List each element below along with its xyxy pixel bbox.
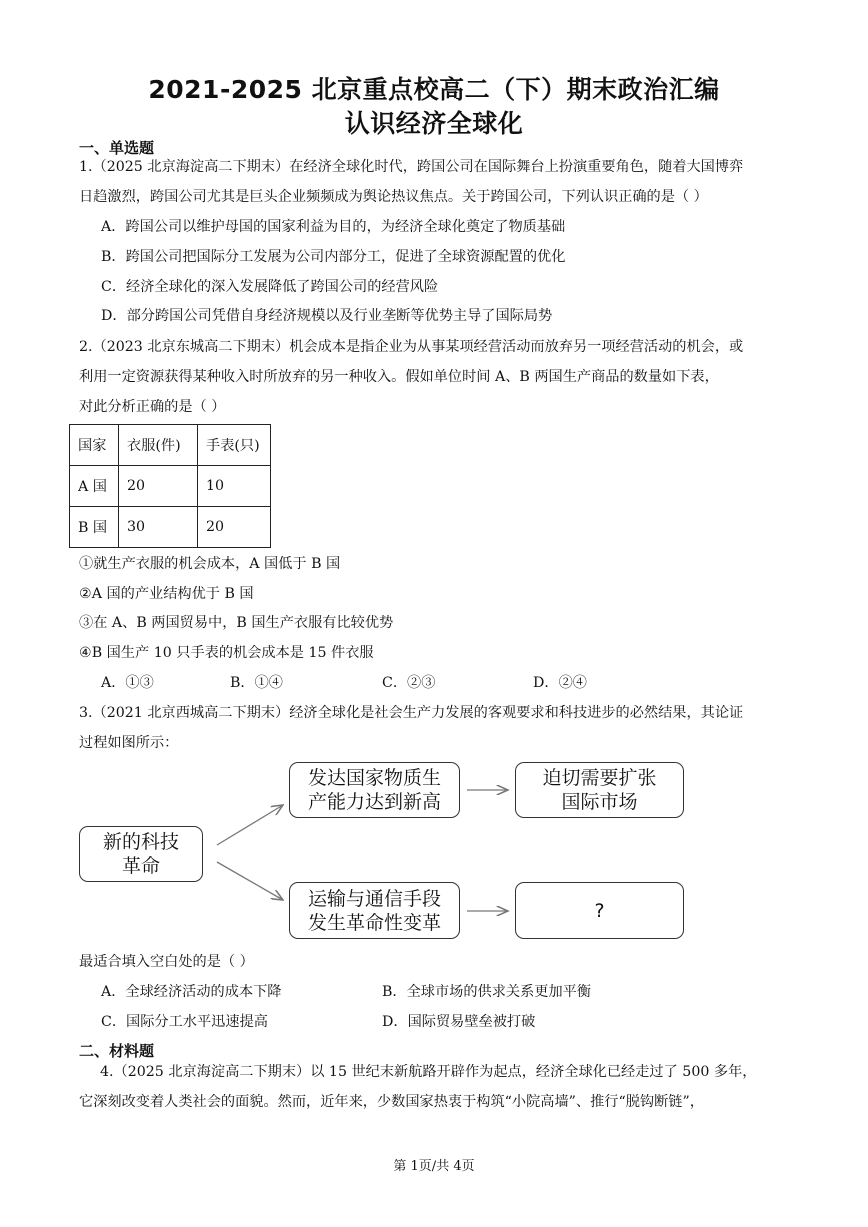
document-title: 2021-2025 北京重点校高二（下）期末政治汇编 <box>148 75 720 104</box>
q3-option-b: B．全球市场的供求关系更加平衡 <box>382 984 592 1000</box>
table-header-cell: 手表(只) <box>198 425 271 466</box>
q2-option-b: B．①④ <box>230 675 283 691</box>
q2-statement-1: ①就生产衣服的机会成本，A 国低于 B 国 <box>79 556 341 572</box>
diagram-box-text: 革命 <box>121 855 160 877</box>
q2-statement-4: ④B 国生产 10 只手表的机会成本是 15 件衣服 <box>79 645 374 661</box>
q1-option-c: C．经济全球化的深入发展降低了跨国公司的经营风险 <box>101 279 439 295</box>
diagram-box-text: 国际市场 <box>561 791 638 813</box>
diagram-box-lower-mid <box>289 882 460 939</box>
q2-stem-line1: 2.（2023 北京东城高二下期末）机会成本是指企业为从事某项经营活动而放弃另一项经营活动的机会，或 <box>79 339 744 355</box>
q2-option-a: A．①③ <box>101 675 154 691</box>
diagram-box-lower-end-blank <box>515 882 684 939</box>
arrow-start-to-lower <box>217 862 283 900</box>
q1-option-d: D．部分跨国公司凭借自身经济规模以及行业垄断等优势主导了国际局势 <box>101 308 553 324</box>
diagram-box-upper-end <box>515 762 684 818</box>
q1-option-a: A．跨国公司以维护母国的国家利益为目的，为经济全球化奠定了物质基础 <box>101 219 566 235</box>
q2-statement-3: ③在 A、B 两国贸易中，B 国生产衣服有比较优势 <box>79 615 394 631</box>
diagram-question-mark: ? <box>594 899 605 922</box>
diagram-box-text: 发达国家物质生 <box>307 767 441 789</box>
q4-stem-line1: 4.（2025 北京海淀高二下期末）以 15 世纪末新航路开辟作为起点，经济全球化已经走过了 500 多年， <box>100 1064 757 1080</box>
q3-option-d: D．国际贸易壁垒被打破 <box>382 1014 536 1030</box>
q1-stem-line2: 日趋激烈，跨国公司尤其是巨头企业频频成为舆论热议焦点。关于跨国公司，下列认识正确的是（ ） <box>79 189 708 205</box>
arrow-start-to-upper <box>217 805 283 845</box>
q3-option-a: A．全球经济活动的成本下降 <box>101 984 282 1000</box>
table-cell: 30 <box>119 507 198 548</box>
q2-option-d: D．②④ <box>533 675 587 691</box>
diagram-box-upper-mid <box>289 762 460 818</box>
q3-stem-line1: 3.（2021 北京西城高二下期末）经济全球化是社会生产力发展的客观要求和科技进步的必然结果，其论证 <box>79 705 744 721</box>
diagram-box-text: 新的科技 <box>102 831 179 853</box>
diagram-box-start <box>79 826 203 882</box>
q2-stem-line2: 利用一定资源获得某种收入时所放弃的另一种收入。假如单位时间 A、B 两国生产商品的数量如下表， <box>79 369 719 385</box>
q1-stem-line1: 1.（2025 北京海淀高二下期末）在经济全球化时代，跨国公司在国际舞台上扮演重要角色，随着大国博弈 <box>79 159 744 175</box>
table-cell: 20 <box>119 466 198 507</box>
q3-stem-line2: 过程如图所示： <box>79 735 179 751</box>
section-heading-material: 二、材料题 <box>79 1042 155 1060</box>
q3-question: 最适合填入空白处的是（ ） <box>79 954 254 970</box>
q2-option-c: C．②③ <box>382 675 436 691</box>
diagram-box-text: 迫切需要扩张 <box>542 767 657 789</box>
document-subtitle: 认识经济全球化 <box>344 109 524 138</box>
table-header-cell: 国家 <box>70 425 119 466</box>
diagram-box-text: 发生革命性变革 <box>307 911 441 934</box>
q2-statement-2: ②A 国的产业结构优于 B 国 <box>79 586 254 602</box>
q1-option-b: B．跨国公司把国际分工发展为公司内部分工，促进了全球资源配置的优化 <box>101 249 566 265</box>
diagram-box-text: 产能力达到新高 <box>307 791 441 813</box>
table-cell: A 国 <box>70 466 119 507</box>
table-header-cell: 衣服(件) <box>119 425 198 466</box>
table-cell: B 国 <box>70 507 119 548</box>
q2-stem-line3: 对此分析正确的是（ ） <box>79 399 226 415</box>
page-number: 第 1页/共 4页 <box>393 1159 475 1174</box>
diagram-box-text: 运输与通信手段 <box>307 887 441 910</box>
q3-option-c: C．国际分工水平迅速提高 <box>101 1014 268 1030</box>
section-heading-single-choice: 一、单选题 <box>79 139 155 157</box>
table-cell: 20 <box>198 507 271 548</box>
q4-stem-line2: 它深刻改变着人类社会的面貌。然而，近年来，少数国家热衷于构筑“小院高墙”、推行“脱钩断链”， <box>79 1094 704 1110</box>
table-cell: 10 <box>198 466 271 507</box>
